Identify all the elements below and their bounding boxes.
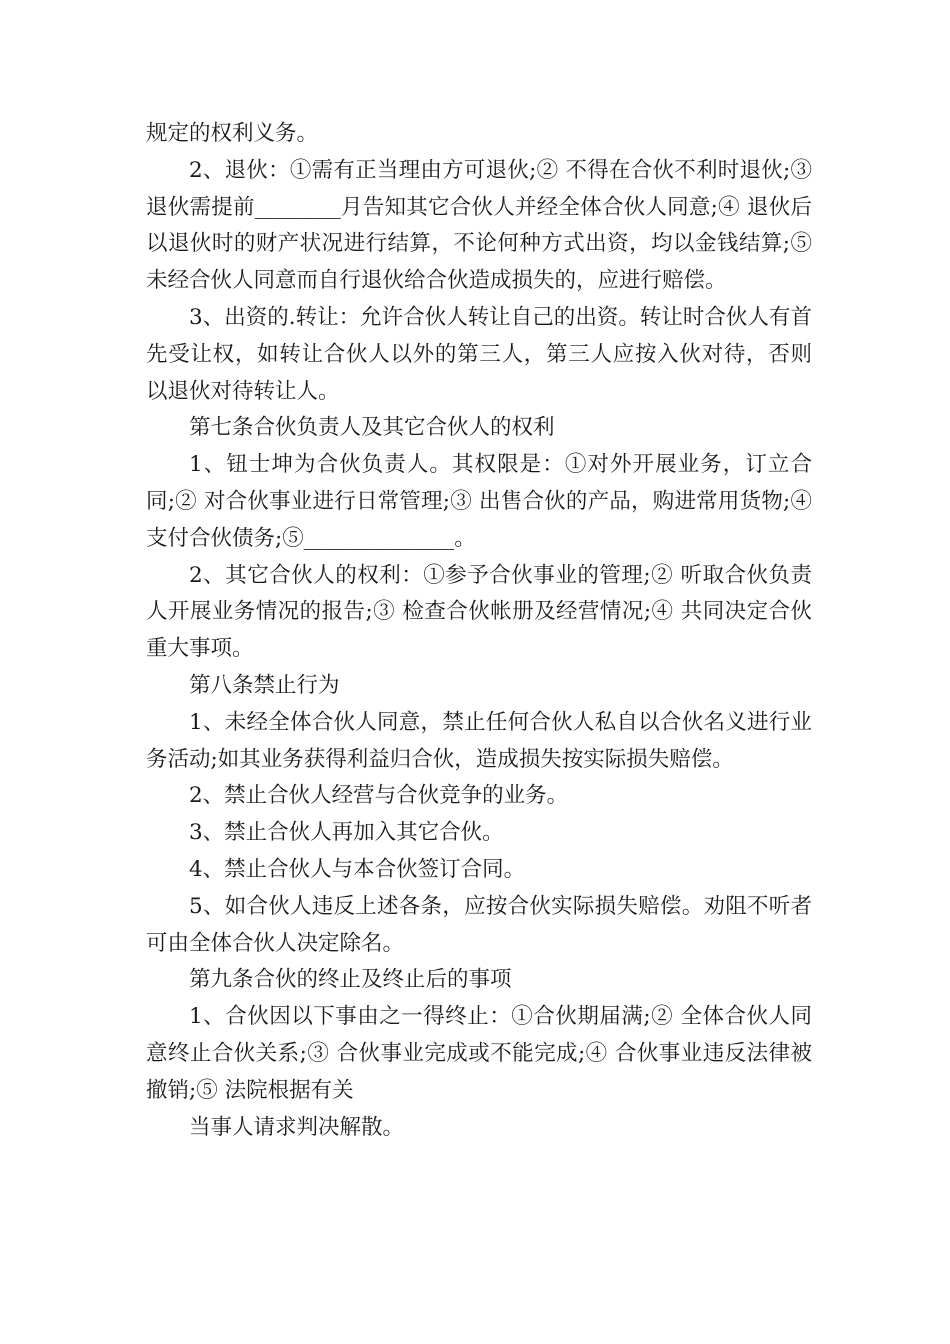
document-page (146, 116, 812, 1146)
paragraph-prohibition-5: 5、如合伙人违反上述各条，应按合伙实际损失赔偿。劝阻不听者可由全体合伙人决定除名。 (146, 893, 812, 956)
paragraph-prohibition-3: 3、禁止合伙人再加入其它合伙。 (189, 820, 504, 846)
article-7-heading: 第七条合伙负责人及其它合伙人的权利 (189, 415, 555, 441)
paragraph-prohibition-2: 2、禁止合伙人经营与合伙竞争的业务。 (189, 783, 569, 809)
paragraph-withdrawal: 2、退伙：①需有正当理由方可退伙;② 不得在合伙不利时退伙;③ 退伙需提前________月告知其它合伙人并经全体合伙人同意;④ 退伙后以退伙时的财产状况进行结算，不论何种方式出资，均以金钱结算;⑤ 未经合伙人同意而自行退伙给合伙造成损失的，应进行赔偿。 (146, 157, 812, 294)
article-9-heading: 第九条合伙的终止及终止后的事项 (189, 967, 512, 993)
paragraph-responsible-partner: 1、钮士坤为合伙负责人。其权限是：①对外开展业务，订立合同;② 对合伙事业进行日常管理;③ 出售合伙的产品，购进常用货物;④ 支付合伙债务;⑤______________。 (146, 452, 812, 551)
paragraph-prohibition-4: 4、禁止合伙人与本合伙签订合同。 (189, 856, 526, 882)
paragraph-other-partner-rights: 2、其它合伙人的权利：①参予合伙事业的管理;② 听取合伙负责人开展业务情况的报告;③ 检查合伙帐册及经营情况;④ 共同决定合伙重大事项。 (146, 562, 812, 662)
paragraph-capital-transfer: 3、出资的.转让：允许合伙人转让自己的出资。转让时合伙人有首先受让权，如转让合伙人以外的第三人，第三人应按入伙对待，否则以退伙对待转让人。 (146, 304, 812, 404)
article-8-heading: 第八条禁止行为 (189, 672, 340, 698)
paragraph-termination-causes: 1、合伙因以下事由之一得终止：①合伙期届满;② 全体合伙人同意终止合伙关系;③ 合伙事业完成或不能完成;④ 合伙事业违反法律被撤销;⑤ 法院根据有关 (146, 1004, 812, 1103)
paragraph-termination-continuation: 当事人请求判决解散。 (189, 1114, 405, 1140)
paragraph-continuation: 规定的权利义务。 (146, 121, 319, 146)
paragraph-prohibition-1: 1、未经全体合伙人同意，禁止任何合伙人私自以合伙名义进行业务活动;如其业务获得利益归合伙，造成损失按实际损失赔偿。 (146, 709, 812, 772)
